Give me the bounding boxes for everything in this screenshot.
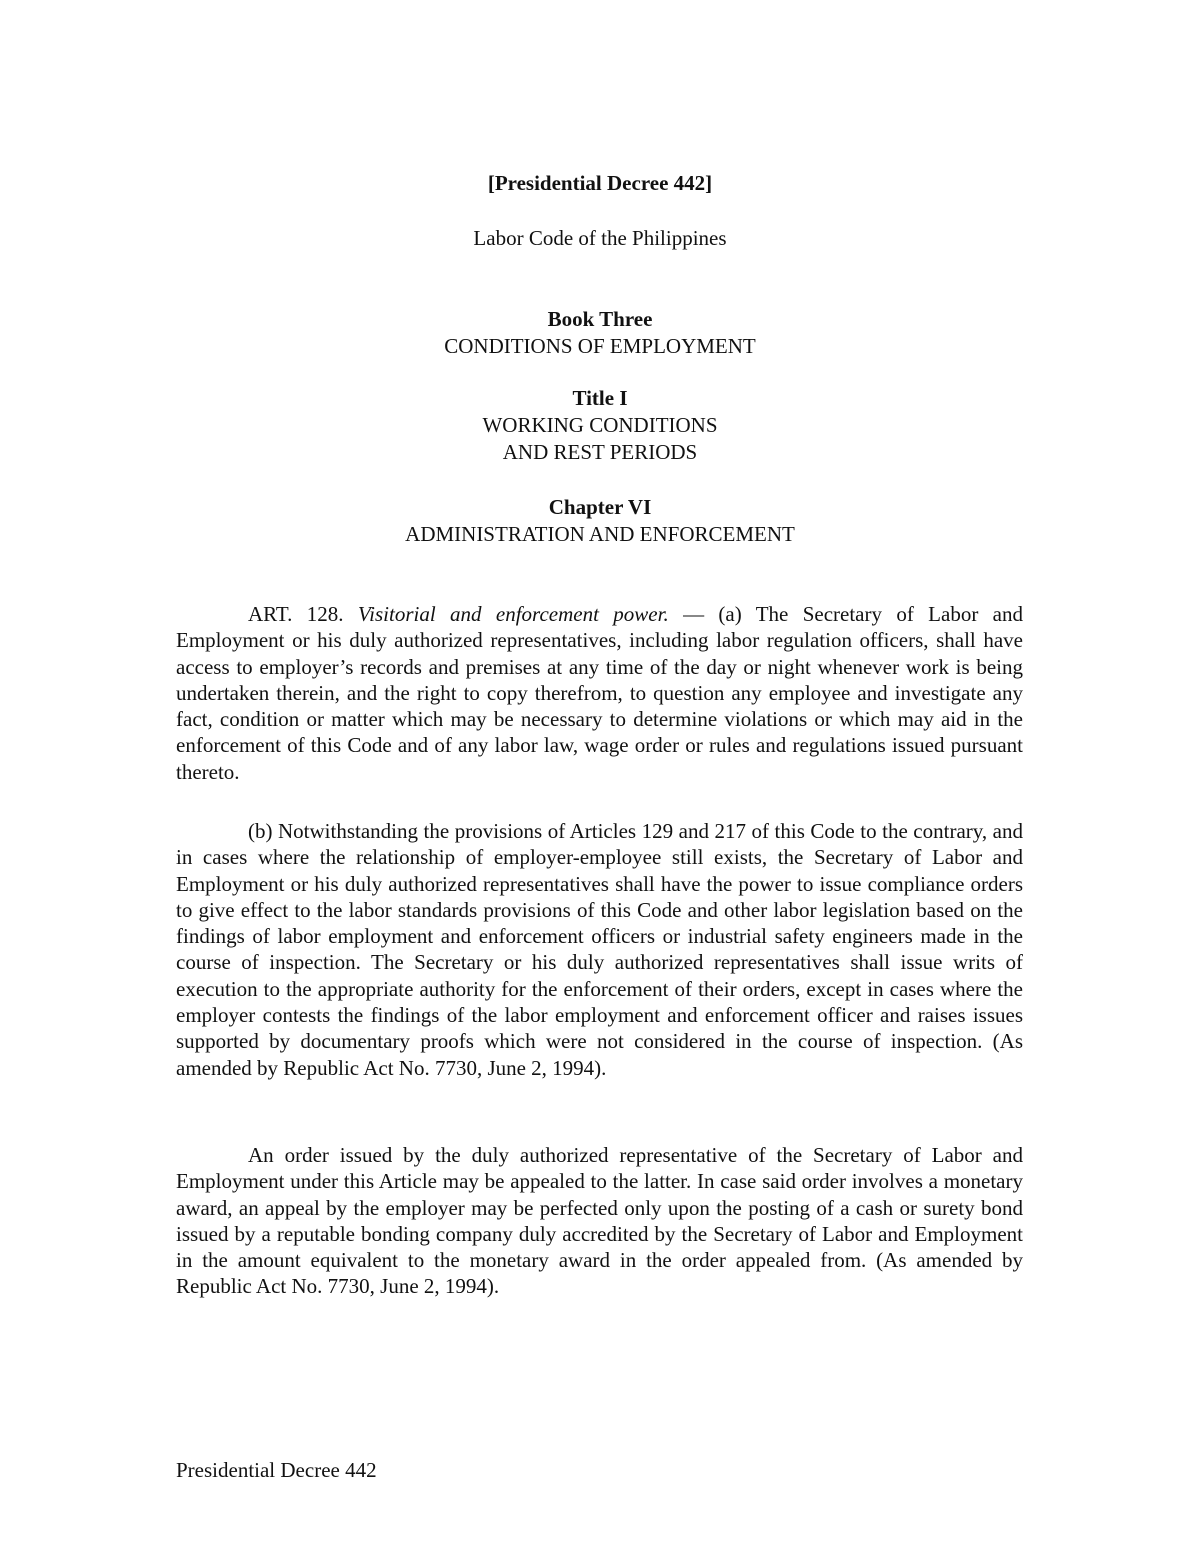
title-label: Title I — [572, 386, 628, 410]
title-name-line1: WORKING CONDITIONS — [482, 413, 718, 437]
book-name: CONDITIONS OF EMPLOYMENT — [444, 334, 756, 358]
chapter-name: ADMINISTRATION AND ENFORCEMENT — [405, 522, 795, 546]
book-label: Book Three — [547, 307, 653, 331]
paragraph-a-text: — (a) The Secretary of Labor and Employment or his duly authorized representatives, including labor regulation officers, shall have access to employer’s records and premises at any time of the day or night whenever work is being undertaken therein, and the right to copy therefrom, to question any employee and investigate any fact, condition or matter which may be necessary to determine violations or which may aid in the enforcement of this Code and of any labor law, wage order or rules and regulations issued pursuant thereto. — [176, 602, 1024, 784]
article-paragraph-c: An order issued by the duly authorized representative of the Secretary of Labor and Employment under this Article may be appealed to the latter. In case said order involves a monetary award, an appeal by the employer may be perfected only upon the posting of a cash or surety bond issued by a reputable bonding company duly accredited by the Secretary of Labor and Employment in the amount equivalent to the monetary award in the order appealed from. (As amended by Republic Act No. 7730, June 2, 1994). — [176, 1143, 1023, 1299]
code-title: Labor Code of the Philippines — [473, 226, 727, 250]
article-number: ART. 128. — [248, 602, 344, 626]
article-paragraph-a — [176, 601, 1023, 785]
article-paragraph-b: (b) Notwithstanding the provisions of Articles 129 and 217 of this Code to the contrary, and in cases where the relationship of employer-employee still exists, the Secretary of Labor and Employment or his duly authorized representatives shall have the power to issue compliance orders to give effect to the labor standards provisions of this Code and other labor legislation based on the findings of labor employment and enforcement officers or industrial safety engineers made in the course of inspection. The Secretary or his duly authorized representatives shall issue writs of execution to the appropriate authority for the enforcement of their orders, except in cases where the employer contests the findings of the labor employment and enforcement officer and raises issues supported by documentary proofs which were not considered in the course of inspection. (As amended by Republic Act No. 7730, June 2, 1994). — [176, 819, 1023, 1080]
chapter-label: Chapter VI — [548, 495, 652, 519]
title-name-line2: AND REST PERIODS — [502, 440, 698, 464]
page-footer: Presidential Decree 442 — [176, 1458, 377, 1482]
article-heading: Visitorial and enforcement power. — [357, 602, 669, 626]
decree-heading: [Presidential Decree 442] — [487, 171, 713, 195]
